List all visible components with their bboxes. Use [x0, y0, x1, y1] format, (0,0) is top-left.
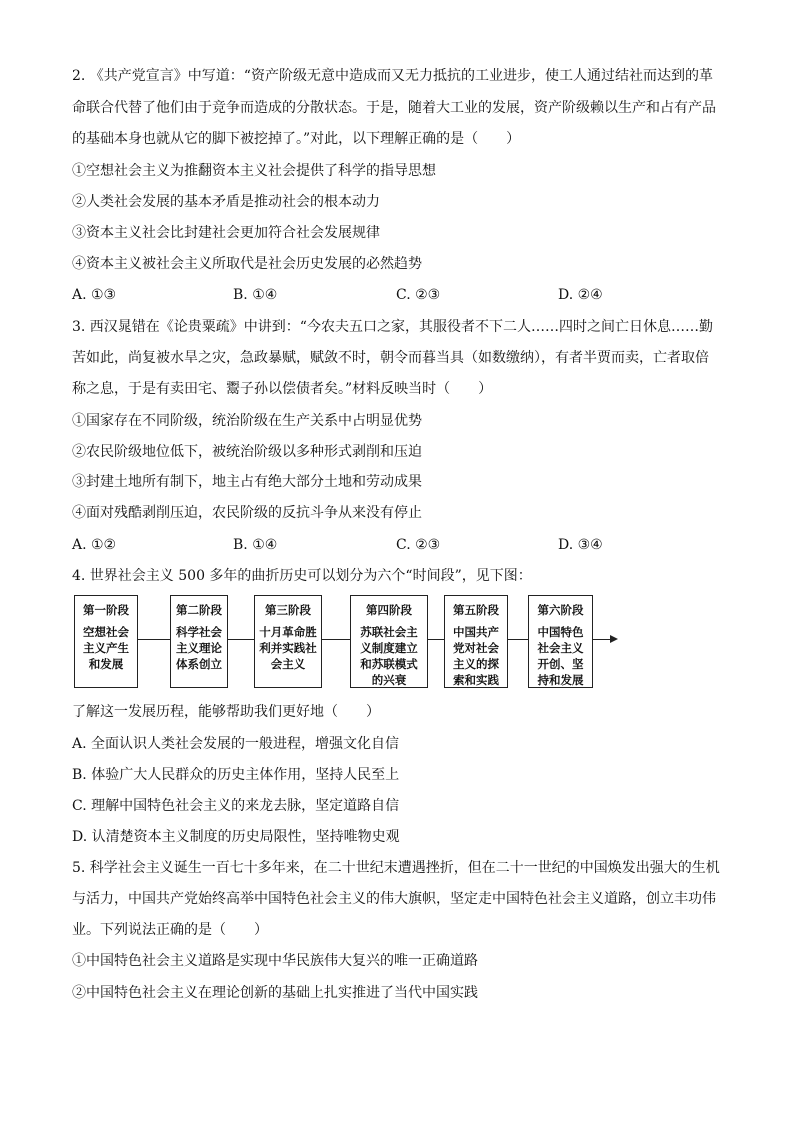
q3-option-c[interactable]: C. ②③	[396, 537, 441, 553]
stage-1-box	[74, 595, 138, 688]
stage-1-title: 第一阶段	[83, 603, 129, 617]
stage-4-body: 苏联社会主 义制度建立 和苏联模式 的兴衰	[360, 625, 418, 687]
stage-2-box	[170, 595, 228, 688]
q3-statement-1: ①国家存在不同阶级，统治阶级在生产关系中占明显优势	[72, 413, 422, 429]
stage-3-body: 十月革命胜 利并实践社 会主义	[259, 625, 317, 671]
stage-3-box	[254, 595, 322, 688]
stage-6-title: 第六阶段	[537, 603, 584, 617]
q3-statement-2: ②农民阶级地位低下，被统治阶级以多种形式剥削和压迫	[72, 444, 422, 460]
q4-question: 了解这一发展历程，能够帮助我们更好地（ ）	[72, 704, 380, 720]
q4-option-a[interactable]: A. 全面认识人类社会发展的一般进程，增强文化自信	[72, 736, 400, 752]
stage-2-title: 第二阶段	[176, 603, 222, 617]
q3-statement-3: ③封建土地所有制下，地主占有绝大部分土地和劳动成果	[72, 474, 422, 490]
stage-1-body: 空想社会 主义产生 和发展	[83, 625, 129, 671]
q4-option-b[interactable]: B. 体验广大人民群众的历史主体作用，坚持人民至上	[72, 767, 400, 783]
q5-stem-line-3: 业。下列说法正确的是（ ）	[72, 922, 268, 938]
q4-stem: 4. 世界社会主义 500 多年的曲折历史可以划分为六个“时间段”，见下图：	[72, 568, 532, 584]
stage-3-title: 第三阶段	[265, 603, 311, 617]
q2-option-d[interactable]: D. ②④	[558, 287, 603, 303]
stage-4-title: 第四阶段	[366, 603, 412, 617]
q2-option-a[interactable]: A. ①③	[72, 287, 117, 303]
q3-stem-line-1: 3. 西汉晁错在《论贵粟疏》中讲到：“今农夫五口之家，其服役者不下二人……四时之间亡日休息……勤	[72, 319, 713, 335]
q2-option-b[interactable]: B. ①④	[233, 287, 278, 303]
q2-statement-2: ②人类社会发展的基本矛盾是推动社会的根本动力	[72, 194, 380, 210]
connector-3-4	[322, 639, 350, 640]
q2-options	[72, 285, 732, 305]
stage-5-title: 第五阶段	[453, 603, 499, 617]
q5-stem-line-1: 5. 科学社会主义诞生一百七十多年来，在二十世纪末遭遇挫折，但在二十一世纪的中国焕发出强大的生机	[72, 860, 720, 876]
q5-statement-2: ②中国特色社会主义在理论创新的基础上扎实推进了当代中国实践	[72, 985, 478, 1001]
q2-stem-line-1: 2. 《共产党宣言》中写道：“资产阶级无意中造成而又无力抵抗的工业进步，使工人通过结社而达到的革	[72, 68, 713, 84]
connector-tail	[593, 639, 611, 640]
q2-option-c[interactable]: C. ②③	[396, 287, 441, 303]
stages-diagram	[72, 592, 632, 692]
q3-option-a[interactable]: A. ①②	[72, 537, 117, 553]
q2-statement-4: ④资本主义被社会主义所取代是社会历史发展的必然趋势	[72, 256, 422, 272]
q3-stem-line-2: 苦如此，尚复被水旱之灾，急政暴赋，赋敛不时，朝令而暮当具（如数缴纳），有者半贾而卖，亡者取倍	[72, 350, 709, 366]
q3-stem-line-3: 称之息，于是有卖田宅、鬻子孙以偿债者矣。”材料反映当时（ ）	[72, 381, 493, 397]
stage-2-body: 科学社会 主义理论 体系创立	[176, 625, 222, 671]
stage-5-box	[444, 595, 508, 688]
connector-2-3	[228, 639, 254, 640]
stage-6-box	[528, 595, 593, 688]
q3-options	[72, 535, 732, 555]
q4-option-d[interactable]: D. 认清楚资本主义制度的历史局限性，坚持唯物史观	[72, 829, 400, 845]
q2-statement-1: ①空想社会主义为推翻资本主义社会提供了科学的指导思想	[72, 163, 436, 179]
q5-stem-line-2: 与活力，中国共产党始终高举中国特色社会主义的伟大旗帜，坚定走中国特色社会主义道路，创立丰功伟	[72, 891, 716, 907]
q3-option-b[interactable]: B. ①④	[233, 537, 278, 553]
q4-option-c[interactable]: C. 理解中国特色社会主义的来龙去脉，坚定道路自信	[72, 798, 400, 814]
q2-stem-line-2: 命联合代替了他们由于竞争而造成的分散状态。于是，随着大工业的发展，资产阶级赖以生产和占有产品	[72, 100, 716, 116]
stage-5-body: 中国共产 党对社会 主义的探 索和实践	[453, 625, 499, 687]
q3-option-d[interactable]: D. ③④	[558, 537, 603, 553]
q2-statement-3: ③资本主义社会比封建社会更加符合社会发展规律	[72, 225, 380, 241]
stage-4-box	[350, 595, 428, 688]
stage-6-body: 中国特色 社会主义 开创、坚 持和发展	[537, 625, 584, 687]
connector-1-2	[138, 639, 170, 640]
connector-5-6	[508, 639, 528, 640]
q5-statement-1: ①中国特色社会主义道路是实现中华民族伟大复兴的唯一正确道路	[72, 953, 478, 969]
connector-4-5	[428, 639, 444, 640]
q3-statement-4: ④面对残酷剥削压迫，农民阶级的反抗斗争从来没有停止	[72, 505, 422, 521]
q2-stem-line-3: 的基础本身也就从它的脚下被挖掉了。”对此，以下理解正确的是（ ）	[72, 131, 521, 147]
arrow-right-icon	[610, 635, 618, 643]
